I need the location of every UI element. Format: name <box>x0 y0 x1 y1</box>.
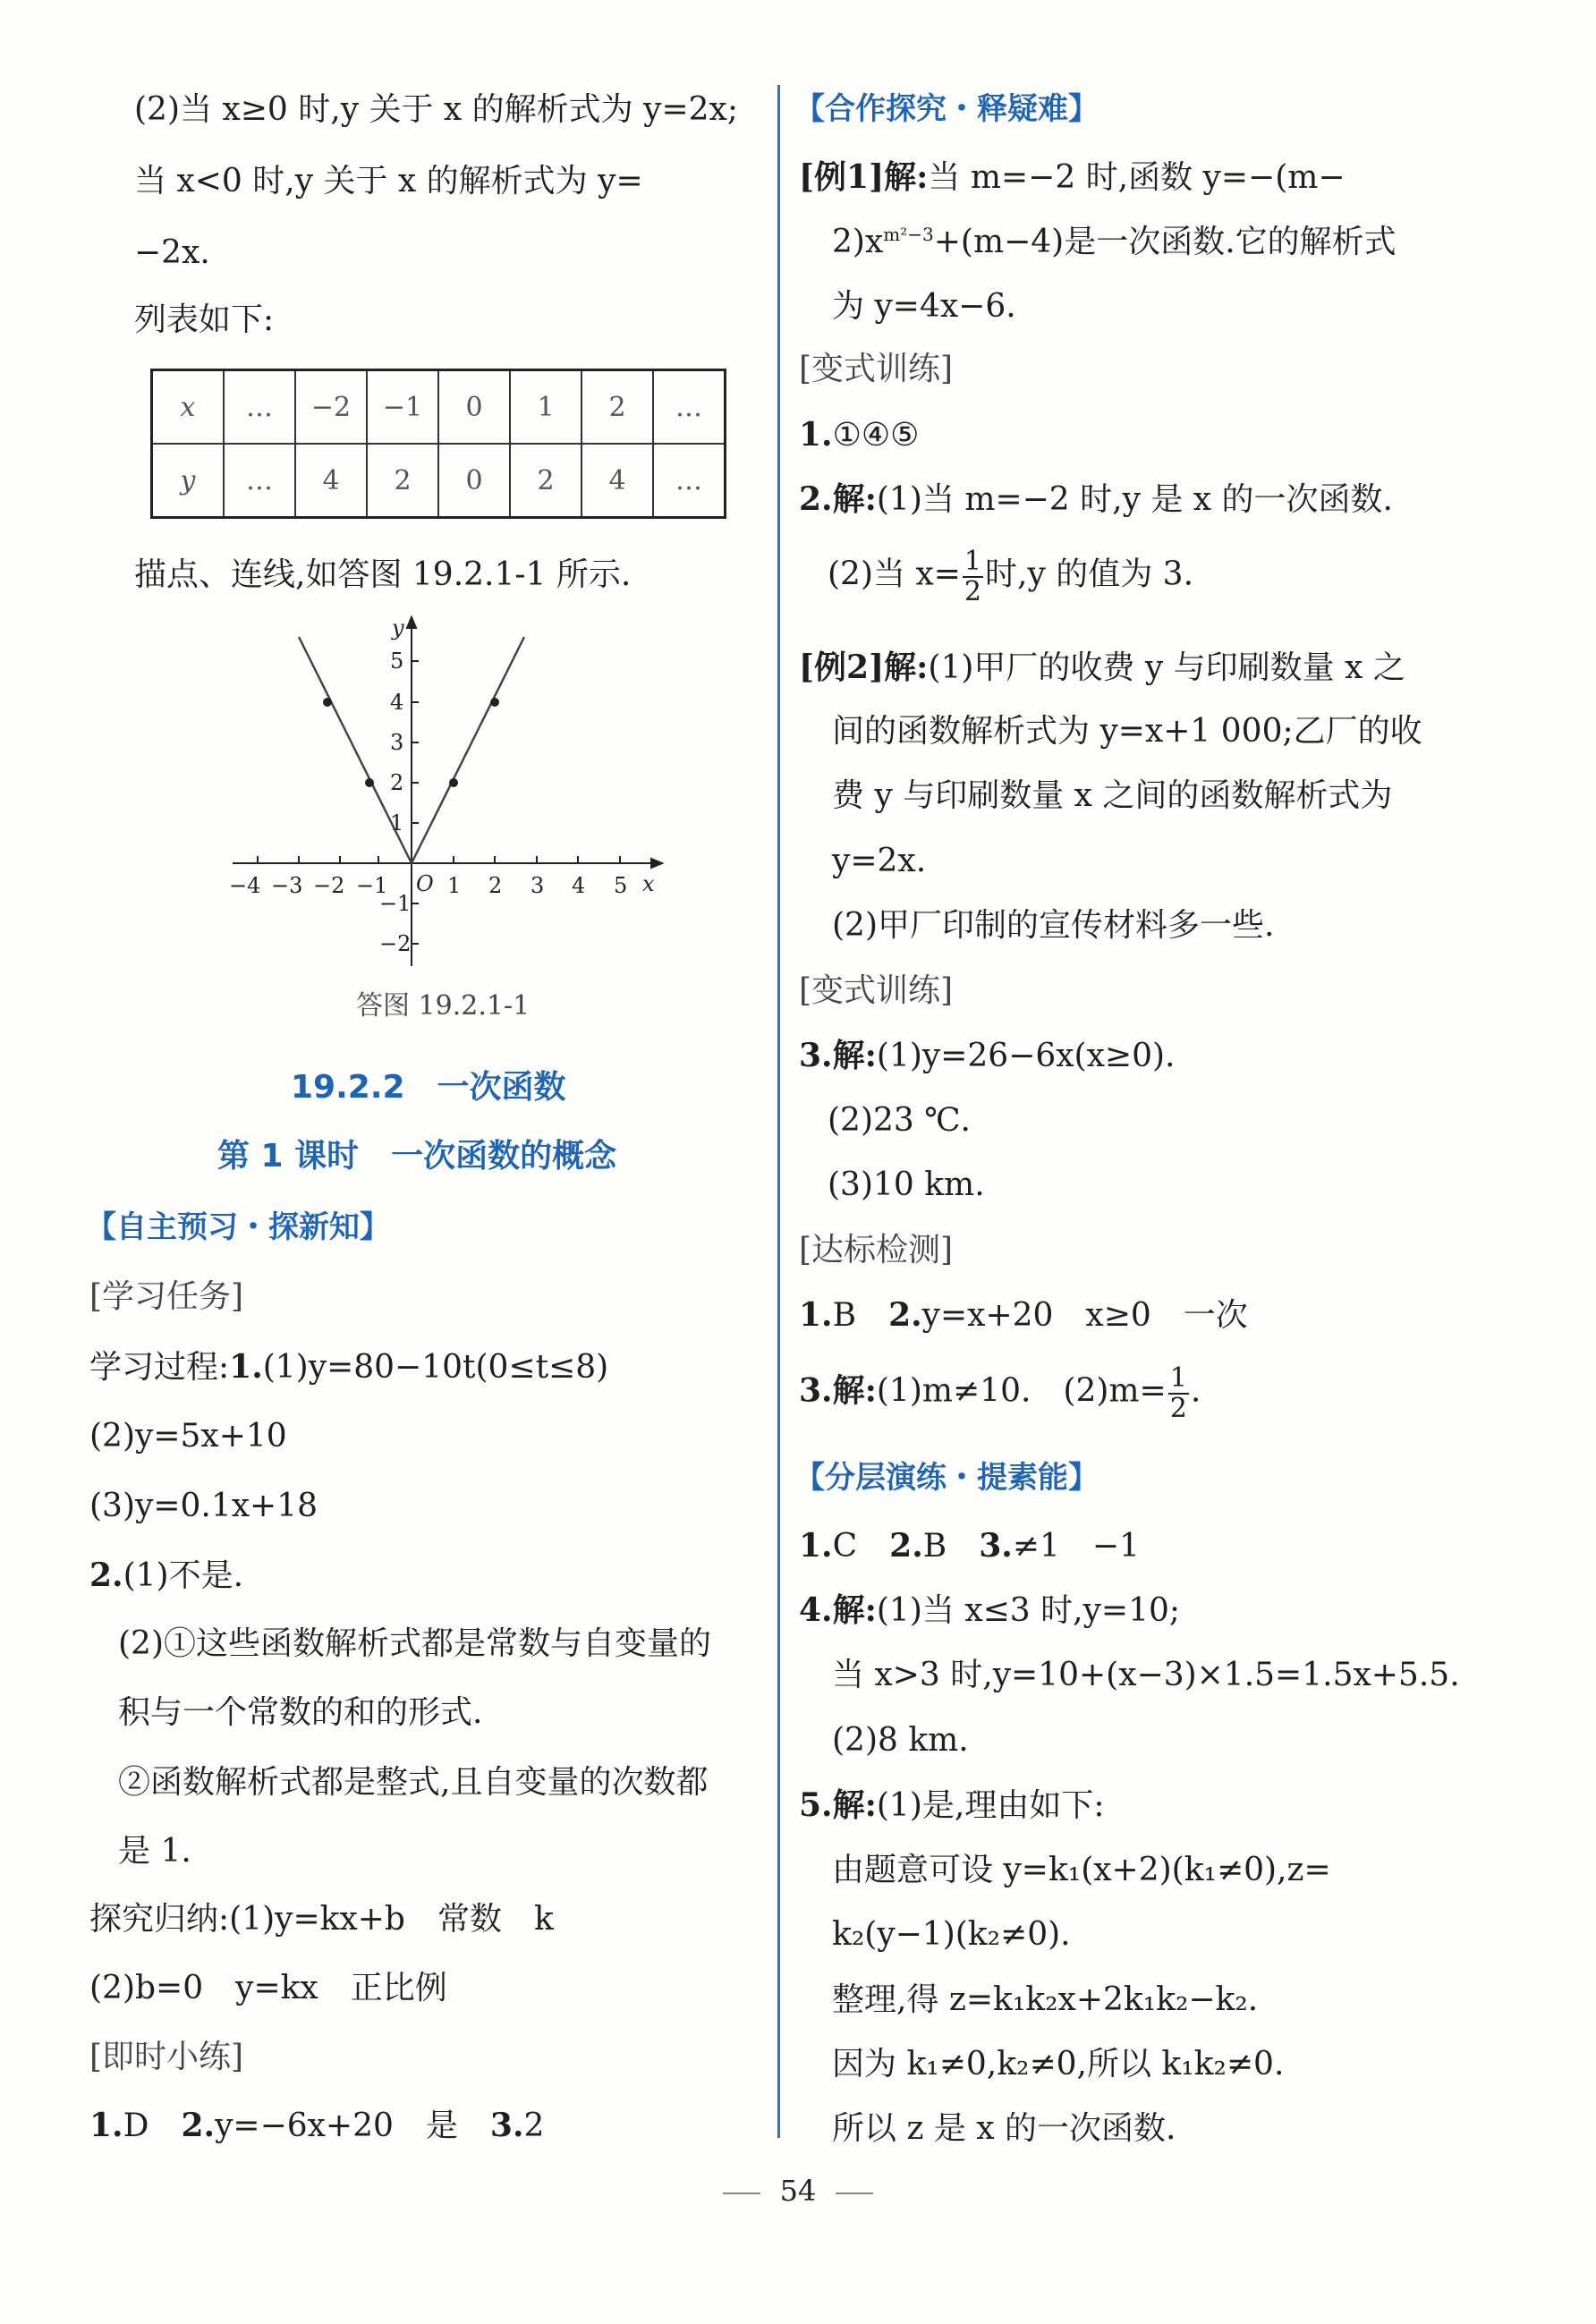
table-cell: 2 <box>367 444 438 518</box>
example-tag: [例1]解: <box>799 158 929 196</box>
y-tick-label: −1 <box>379 891 412 916</box>
x-axis-arrow <box>651 859 662 868</box>
table-cell: 2 <box>510 444 582 518</box>
item-number: 1. <box>799 1527 833 1565</box>
item-number: 5.解: <box>799 1786 877 1824</box>
text-line <box>89 1556 244 1594</box>
item-number: 1. <box>229 1348 263 1386</box>
answer-text: (2)当 x= <box>828 556 961 593</box>
x-tick-label: 4 <box>572 873 586 898</box>
text-line: (2)b=0 y=kx 正比例 <box>89 1970 447 2006</box>
text-line: −2x. <box>134 234 210 271</box>
answer-text: 时,y 的值为 3. <box>985 556 1194 593</box>
table-cell: y <box>152 444 225 518</box>
text-line: 积与一个常数的和的形式. <box>118 1694 483 1731</box>
text-line: (2)当 x≥0 时,y 关于 x 的解析式为 y=2x; <box>134 91 738 128</box>
item-number: 1. <box>799 416 833 454</box>
x-tick-label: −2 <box>313 873 345 898</box>
x-tick-label: −3 <box>271 873 303 898</box>
section-header: 【合作探究・释疑难】 <box>794 91 1099 127</box>
table-cell: 1 <box>510 370 582 445</box>
answer-text: +(m−4)是一次函数.它的解析式 <box>933 224 1396 260</box>
answer-text: . <box>1190 1372 1201 1410</box>
answer-text: D <box>123 2108 182 2144</box>
item-number: 2. <box>181 2107 216 2144</box>
y-axis-arrow <box>407 617 416 628</box>
text-line <box>89 1348 609 1386</box>
item-number: 2. <box>888 1296 922 1334</box>
x-tick-label: 3 <box>531 873 545 898</box>
text-line: 为 y=4x−6. <box>832 288 1016 325</box>
y-tick-label: 2 <box>390 770 404 795</box>
answer-text: (1)不是. <box>123 1557 244 1594</box>
subheading: [变式训练] <box>799 351 954 387</box>
item-number: 3. <box>489 2107 524 2144</box>
table-cell: 0 <box>438 444 510 518</box>
x-axis-label: x <box>642 871 655 896</box>
text-line <box>799 651 1405 684</box>
y-tick-label: 5 <box>390 649 404 674</box>
subheading: [达标检测] <box>799 1232 954 1268</box>
numerator: 1 <box>1169 1362 1187 1394</box>
text-line: (3)10 km. <box>828 1166 985 1203</box>
section-title: 19.2.2 一次函数 <box>291 1069 566 1106</box>
value-table <box>150 369 726 519</box>
text-line: k₂(y−1)(k₂≠0). <box>832 1916 1071 1953</box>
table-cell: … <box>653 444 726 518</box>
text-line: (3)y=0.1x+18 <box>89 1488 318 1524</box>
text-line: (2)8 km. <box>832 1722 969 1759</box>
x-tick-label: −4 <box>229 873 261 898</box>
page-number-rule <box>723 2193 760 2194</box>
table-cell: … <box>224 444 295 518</box>
text-line: (2)y=5x+10 <box>89 1418 287 1455</box>
answer-text: (1)当 m=−2 时,y 是 x 的一次函数. <box>876 481 1393 518</box>
table-cell: … <box>224 370 295 445</box>
fraction <box>963 547 983 606</box>
text-line <box>799 480 1393 518</box>
text-line: 是 1. <box>118 1833 191 1870</box>
y-tick-label: 1 <box>390 810 404 835</box>
denominator: 2 <box>1169 1392 1187 1424</box>
table-cell: 2 <box>582 370 653 445</box>
x-tick-label: 1 <box>447 873 462 898</box>
text-line: 列表如下: <box>134 301 275 338</box>
function-graph <box>215 608 680 984</box>
origin-label: O <box>416 871 434 896</box>
text-line: y=2x. <box>832 843 927 879</box>
y-tick-label: −2 <box>379 931 412 956</box>
text-line <box>832 225 1396 259</box>
subheading: [学习任务] <box>89 1278 244 1315</box>
text-line <box>799 416 920 454</box>
lesson-title: 第 1 课时 一次函数的概念 <box>217 1138 617 1175</box>
item-number: 2. <box>89 1556 123 1594</box>
text-line <box>799 1364 1201 1422</box>
item-number: 2.解: <box>799 480 877 518</box>
table-cell: 4 <box>582 444 653 518</box>
text-line <box>799 1786 1105 1824</box>
item-number: 4.解: <box>799 1591 877 1629</box>
y-tick-label: 3 <box>390 730 404 755</box>
answer-text: y=−6x+20 是 <box>215 2108 490 2144</box>
data-point <box>323 698 332 707</box>
x-tick-label: −1 <box>356 873 388 898</box>
text-line <box>799 1296 1248 1334</box>
item-number: 1. <box>89 2107 123 2144</box>
answer-text: y=x+20 x≥0 一次 <box>921 1297 1248 1334</box>
x-tick-label: 2 <box>488 873 503 898</box>
text-line: 因为 k₁≠0,k₂≠0,所以 k₁k₂≠0. <box>832 2046 1285 2082</box>
answer-text: (1)y=80−10t(0≤t≤8) <box>262 1349 609 1386</box>
text-line: (2)甲厂印制的宣传材料多一些. <box>832 907 1275 944</box>
text-line: (2)23 ℃. <box>828 1102 971 1139</box>
answer-text: 当 m=−2 时,函数 y=−(m− <box>928 159 1346 196</box>
answer-text: (1)m≠10. (2)m= <box>876 1372 1167 1410</box>
answer-text: (1)甲厂的收费 y 与印刷数量 x 之 <box>928 649 1405 686</box>
y-axis-label: y <box>392 615 404 640</box>
table-cell: −2 <box>295 370 367 445</box>
y-tick-label: 4 <box>390 690 404 715</box>
data-point <box>365 778 374 787</box>
answer-text: B <box>832 1297 889 1334</box>
text-line: 描点、连线,如答图 19.2.1-1 所示. <box>134 556 632 593</box>
text-line: 当 x<0 时,y 关于 x 的解析式为 y= <box>134 163 643 199</box>
page-number-rule <box>836 2193 873 2194</box>
section-header: 【分层演练・提素能】 <box>794 1460 1099 1496</box>
answer-text: B <box>922 1528 980 1565</box>
text-line: (2)①这些函数解析式都是常数与自变量的 <box>118 1625 711 1662</box>
item-number: 3.解: <box>799 1371 877 1410</box>
section-header: 【自主预习・探新知】 <box>86 1209 390 1245</box>
text-line: 当 x>3 时,y=10+(x−3)×1.5=1.5x+5.5. <box>832 1657 1460 1693</box>
text-line: 间的函数解析式为 y=x+1 000;乙厂的收 <box>832 713 1422 750</box>
exponent: m²−3 <box>883 224 934 245</box>
subheading: [变式训练] <box>799 972 954 1009</box>
text-line: 探究归纳:(1)y=kx+b 常数 k <box>89 1901 554 1938</box>
table-cell: x <box>152 370 225 445</box>
table-cell: 0 <box>438 370 510 445</box>
fraction <box>1168 1364 1189 1422</box>
item-number: 3.解: <box>799 1037 877 1074</box>
item-number: 3. <box>979 1527 1013 1565</box>
text-line: 所以 z 是 x 的一次函数. <box>832 2110 1176 2147</box>
answer-text: C <box>832 1528 890 1565</box>
answer-text: (1)y=26−6x(x≥0). <box>876 1038 1176 1074</box>
answer-text: ①④⑤ <box>832 417 920 454</box>
denominator: 2 <box>964 575 981 607</box>
item-number: 1. <box>799 1296 833 1334</box>
answer-text: (1)当 x≤3 时,y=10; <box>876 1592 1181 1629</box>
text-line: 由题意可设 y=k₁(x+2)(k₁≠0),z= <box>832 1852 1331 1888</box>
page-number-text: 54 <box>779 2174 817 2208</box>
example-tag: [例2]解: <box>799 649 929 686</box>
text-line <box>799 1527 1140 1565</box>
x-tick-label: 5 <box>614 873 628 898</box>
page-number <box>0 2174 1596 2208</box>
answer-text: (1)是,理由如下: <box>876 1787 1105 1824</box>
figure-caption: 答图 19.2.1-1 <box>356 990 531 1022</box>
item-number: 2. <box>889 1527 923 1565</box>
table-cell: … <box>653 370 726 445</box>
answer-text: 2 <box>523 2108 545 2144</box>
subheading: [即时小练] <box>89 2039 244 2075</box>
answer-text: ≠1 −1 <box>1012 1528 1140 1565</box>
label: 学习过程: <box>89 1349 230 1386</box>
text-line <box>799 1039 1175 1073</box>
column-divider <box>777 85 780 2138</box>
data-point <box>490 698 499 707</box>
text-line <box>89 2109 544 2142</box>
table-cell: −1 <box>367 370 438 445</box>
table-row-y <box>152 444 726 518</box>
numerator: 1 <box>964 546 981 577</box>
text-line: ②函数解析式都是整式,且自变量的次数都 <box>118 1764 709 1801</box>
text-line <box>828 547 1193 606</box>
text-line: 整理,得 z=k₁k₂x+2k₁k₂−k₂. <box>832 1981 1259 2018</box>
table-cell: 4 <box>295 444 367 518</box>
text-line <box>799 1591 1181 1629</box>
text-line: 费 y 与印刷数量 x 之间的函数解析式为 <box>832 777 1393 814</box>
table-row-x <box>152 370 726 445</box>
text-line <box>799 158 1346 196</box>
data-point <box>449 778 458 787</box>
answer-text: 2)x <box>832 224 884 260</box>
